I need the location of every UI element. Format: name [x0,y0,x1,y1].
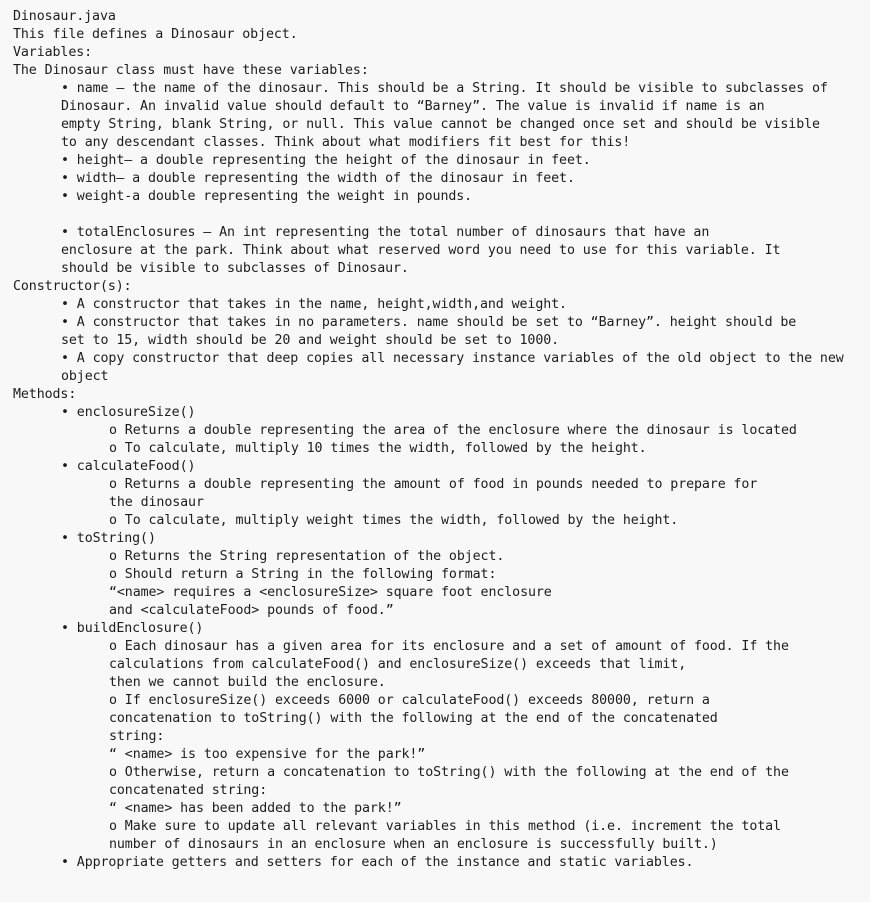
text-line: • weight-a double representing the weight in pounds. [61,189,473,204]
text-line: • A copy constructor that deep copies all necessary instance variables of the old object to the new [61,351,844,366]
text-line: o Make sure to update all relevant variables in this method (i.e. increment the total [109,819,781,834]
text-line: o If enclosureSize() exceeds 6000 or calculateFood() exceeds 80000, return a [109,693,710,708]
text-line: o Should return a String in the following format: [109,567,497,582]
text-line: object [61,369,109,384]
text-line: The Dinosaur class must have these variables: [13,63,369,78]
text-line: set to 15, width should be 20 and weight should be set to 1000. [61,333,560,348]
text-line: • A constructor that takes in the name, height,width,and weight. [61,297,567,312]
text-line: number of dinosaurs in an enclosure when an enclosure is successfully built.) [109,837,718,852]
text-line: • Appropriate getters and setters for each of the instance and static variables. [61,855,694,870]
text-line: This file defines a Dinosaur object. [13,27,298,42]
text-line [13,206,870,224]
text-line: to any descendant classes. Think about what modifiers fit best for this! [61,135,631,150]
text-line: o Returns the String representation of the object. [109,549,505,564]
text-line: • enclosureSize() [61,405,196,420]
text-line: “ <name> has been added to the park!” [109,801,402,816]
assignment-spec-document [13,8,870,872]
text-line: concatenated string: [109,783,268,798]
text-line: enclosure at the park. Think about what reserved word you need to use for this variable. It [61,243,781,258]
text-line: should be visible to subclasses of Dinosaur. [61,261,409,276]
text-line: then we cannot build the enclosure. [109,675,386,690]
text-line: • name – the name of the dinosaur. This should be a String. It should be visible to subclasses of [61,81,828,96]
text-line: • toString() [61,531,156,546]
text-line: Dinosaur.java [13,9,116,24]
text-line: and <calculateFood> pounds of food.” [109,603,394,618]
text-line: o To calculate, multiply 10 times the width, followed by the height. [109,441,647,456]
text-line: o Returns a double representing the amount of food in pounds needed to prepare for [109,477,758,492]
text-line: o To calculate, multiply weight times the width, followed by the height. [109,513,679,528]
text-line: “ <name> is too expensive for the park!” [109,747,426,762]
text-line: Dinosaur. An invalid value should default to “Barney”. The value is invalid if name is an [61,99,765,114]
text-line: concatenation to toString() with the following at the end of the concatenated [109,711,718,726]
text-line: • totalEnclosures – An int representing the total number of dinosaurs that have an [61,225,710,240]
text-line: o Returns a double representing the area of the enclosure where the dinosaur is located [109,423,797,438]
text-line: o Otherwise, return a concatenation to toString() with the following at the end of the [109,765,789,780]
text-line: “<name> requires a <enclosureSize> square foot enclosure [109,585,552,600]
text-line: Variables: [13,45,93,60]
text-line: empty String, blank String, or null. This value cannot be changed once set and should be visible [61,117,820,132]
text-line: • A constructor that takes in no parameters. name should be set to “Barney”. height should be [61,315,797,330]
text-line: the dinosaur [109,495,204,510]
text-line: Methods: [13,387,77,402]
text-line: • buildEnclosure() [61,621,204,636]
text-line: o Each dinosaur has a given area for its enclosure and a set of amount of food. If the [109,639,789,654]
text-line: Constructor(s): [13,279,132,294]
text-line: calculations from calculateFood() and enclosureSize() exceeds that limit, [109,657,687,672]
text-line: • calculateFood() [61,459,196,474]
text-line: • width– a double representing the width of the dinosaur in feet. [61,171,575,186]
text-line: • height– a double representing the height of the dinosaur in feet. [61,153,591,168]
text-line: string: [109,729,165,744]
